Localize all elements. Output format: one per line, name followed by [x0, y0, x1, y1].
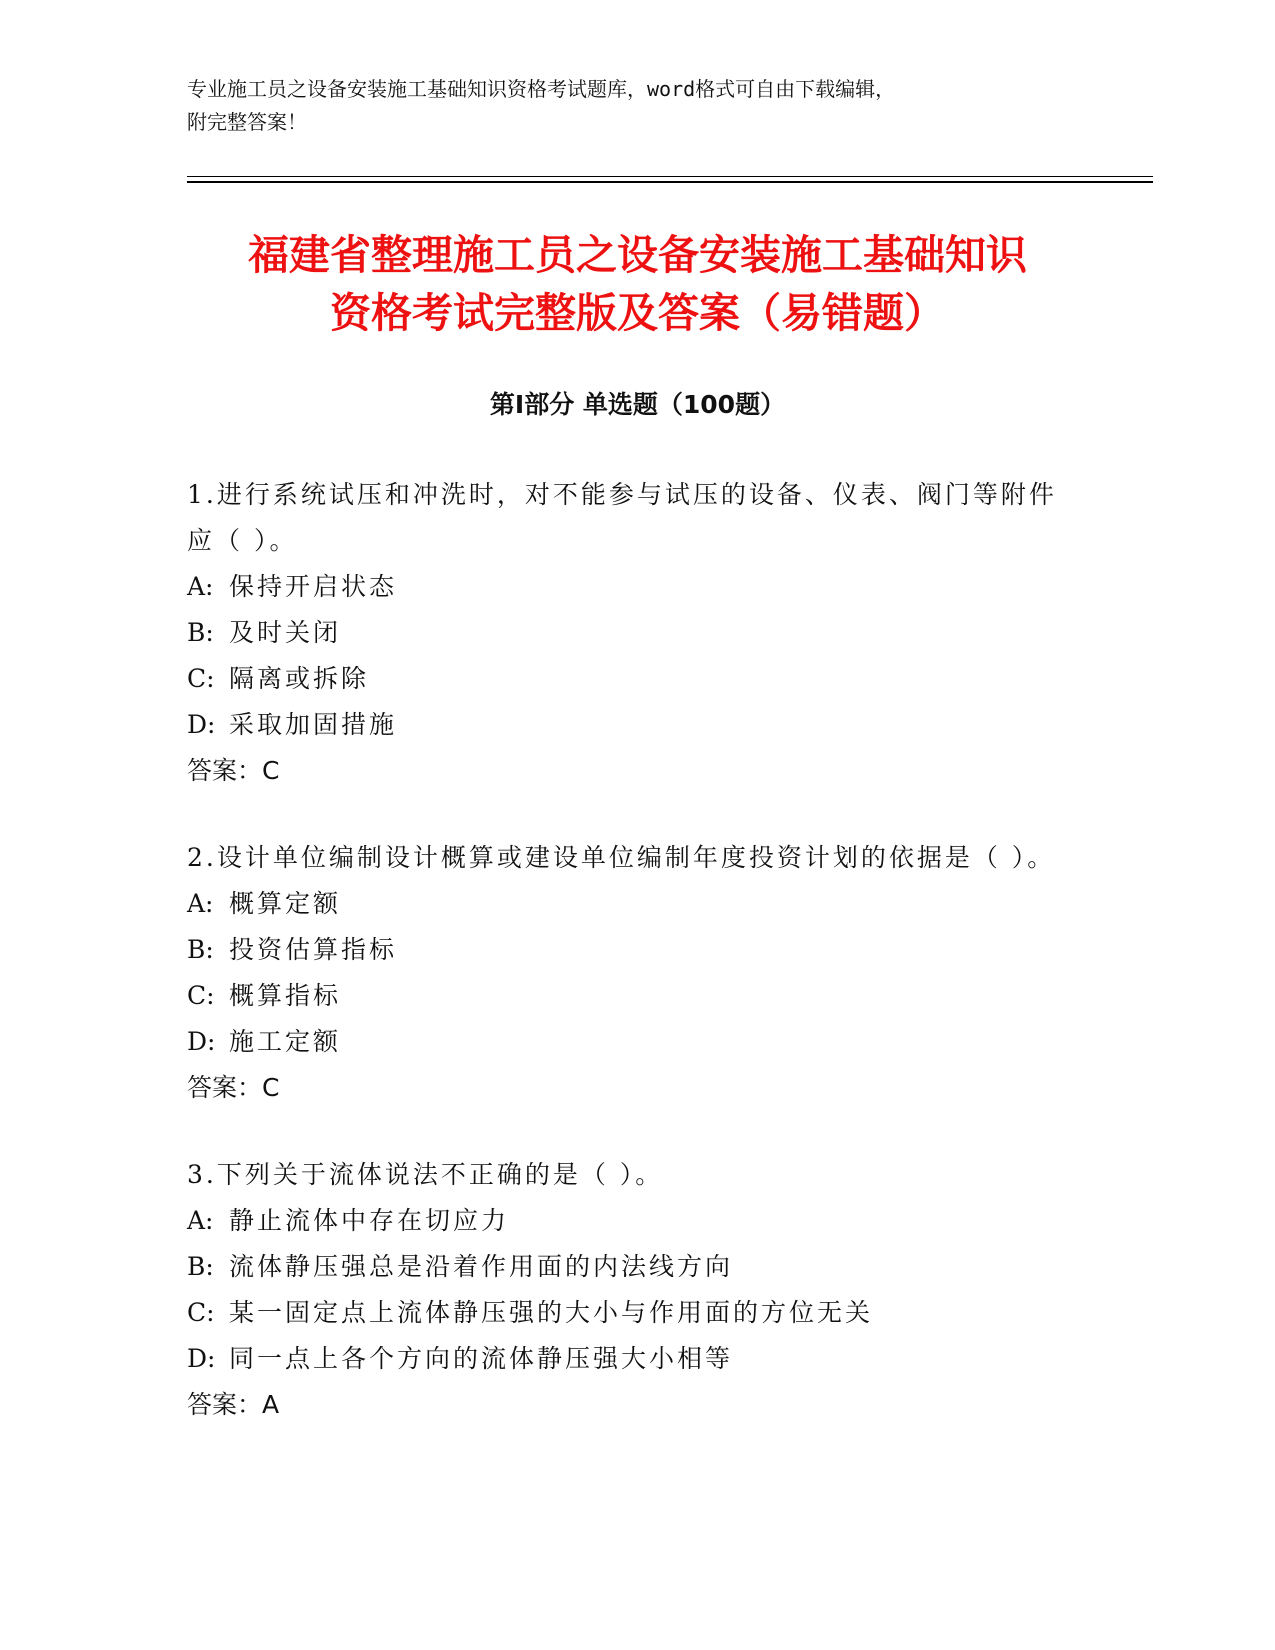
option-d	[187, 702, 1067, 748]
answer-line	[187, 1382, 1067, 1428]
option-key: B:	[187, 935, 214, 964]
answer-line	[187, 1065, 1067, 1111]
option-key: A:	[187, 889, 214, 918]
question-2	[187, 835, 1067, 1111]
answer-line	[187, 748, 1067, 794]
question-list	[187, 472, 1067, 1469]
option-d	[187, 1019, 1067, 1065]
option-key: C:	[187, 1298, 215, 1327]
title-line-1: 福建省整理施工员之设备安装施工基础知识	[248, 231, 1027, 279]
option-key: A:	[187, 1206, 214, 1235]
question-stem: 1.进行系统试压和冲洗时，对不能参与试压的设备、仪表、阀门等附件应（ ）。	[187, 480, 1057, 555]
question-stem: 3.下列关于流体说法不正确的是（ ）。	[187, 1160, 664, 1189]
header-line-1: 专业施工员之设备安装施工基础知识资格考试题库，word格式可自由下载编辑，	[187, 77, 896, 101]
option-d	[187, 1336, 1067, 1382]
title-line-2: 资格考试完整版及答案（易错题）	[330, 289, 945, 337]
option-text: 某一固定点上流体静压强的大小与作用面的方位无关	[229, 1298, 874, 1327]
document-header	[187, 73, 1067, 139]
option-a	[187, 1198, 1067, 1244]
answer-value: C	[262, 756, 280, 785]
answer-value: C	[262, 1073, 280, 1102]
answer-value: A	[262, 1390, 280, 1419]
option-key: D:	[187, 710, 216, 739]
document-title	[150, 226, 1125, 342]
option-text: 概算指标	[229, 981, 342, 1010]
option-b	[187, 610, 1067, 656]
option-text: 及时关闭	[229, 618, 342, 647]
option-key: D:	[187, 1344, 216, 1373]
header-divider-thin	[187, 176, 1153, 177]
question-1	[187, 472, 1067, 794]
option-text: 隔离或拆除	[229, 664, 370, 693]
option-key: B:	[187, 1252, 214, 1281]
answer-label: 答案：	[187, 1073, 263, 1102]
answer-label: 答案：	[187, 756, 263, 785]
option-key: C:	[187, 981, 215, 1010]
option-b	[187, 927, 1067, 973]
option-text: 静止流体中存在切应力	[229, 1206, 510, 1235]
option-b	[187, 1244, 1067, 1290]
question-stem: 2.设计单位编制设计概算或建设单位编制年度投资计划的依据是（ ）。	[187, 843, 1056, 872]
option-text: 投资估算指标	[229, 935, 398, 964]
option-text: 采取加固措施	[229, 710, 398, 739]
section-heading: 第Ⅰ部分 单选题（100题）	[489, 390, 786, 419]
answer-label: 答案：	[187, 1390, 263, 1419]
option-key: C:	[187, 664, 215, 693]
header-divider-thick	[187, 181, 1153, 183]
option-c	[187, 1290, 1067, 1336]
option-key: A:	[187, 572, 214, 601]
option-text: 施工定额	[229, 1027, 342, 1056]
option-a	[187, 881, 1067, 927]
option-key: D:	[187, 1027, 216, 1056]
header-line-2: 附完整答案！	[187, 110, 307, 134]
option-key: B:	[187, 618, 214, 647]
option-text: 流体静压强总是沿着作用面的内法线方向	[229, 1252, 734, 1281]
question-3	[187, 1152, 1067, 1428]
option-text: 保持开启状态	[229, 572, 398, 601]
option-text: 同一点上各个方向的流体静压强大小相等	[229, 1344, 734, 1373]
option-a	[187, 564, 1067, 610]
option-c	[187, 973, 1067, 1019]
option-c	[187, 656, 1067, 702]
option-text: 概算定额	[229, 889, 342, 918]
